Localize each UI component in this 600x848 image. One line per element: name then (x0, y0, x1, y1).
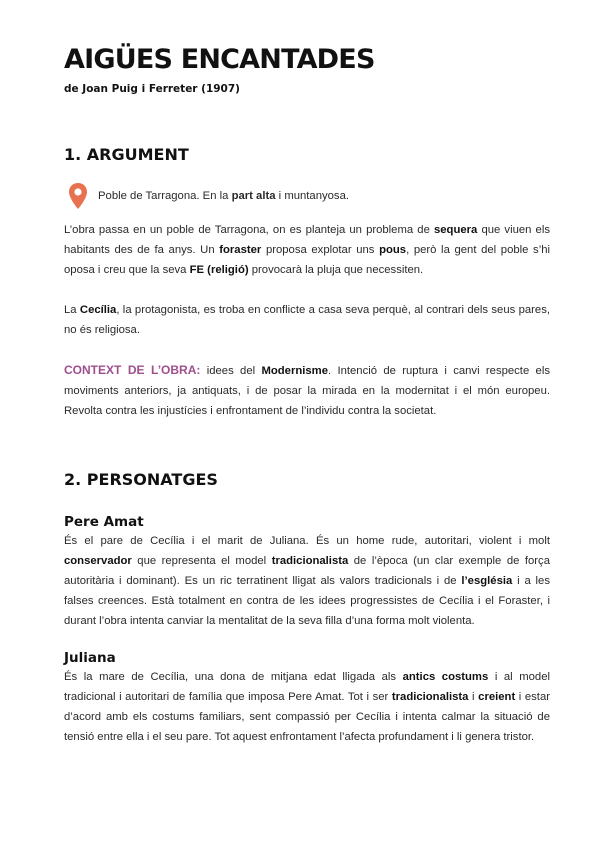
argument-paragraph-2: La Cecília, la protagonista, es troba en conflicte a casa seva perquè, al contrari dels seus pares, no és religiosa. (64, 304, 550, 336)
context-paragraph (64, 360, 550, 421)
document-title: AIGÜES ENCANTADES (64, 44, 375, 75)
character-description: És la mare de Cecília, una dona de mitjana edat lligada als antics costums i al model tradicional i autoritari de família que imposa Pere Amat. Tot i ser tradicionalista i creient i estar d’acord amb els costums familiars, sent compassió per Cecília i intenta calmar la situació de tensió entre ella i el seu pare. Tot aquest enfrontament l’afecta profundament i li genera tristor. (64, 671, 550, 743)
section-heading-argument: 1. ARGUMENT (64, 145, 189, 164)
location-note (68, 182, 349, 210)
document-subtitle: de Joan Puig i Ferreter (1907) (64, 83, 240, 95)
context-label: CONTEXT DE L’OBRA: (64, 363, 201, 377)
argument-paragraph-1: L’obra passa en un poble de Tarragona, on es planteja un problema de sequera que viuen els habitants des de fa anys. Un foraster proposa explotar uns pous, però la gent del poble s’hi oposa i creu que la seva FE (religió) provocarà la pluja que necessiten. (64, 224, 551, 276)
character-description: És el pare de Cecília i el marit de Juliana. És un home rude, autoritari, violent i molt conservador que representa el model tradicionalista de l’època (un clar exemple de força autoritària i dominant). Es un ric terratinent lligat als valors tradicionals i de l’església i a les falses creences. Està totalment en contra de les idees progressistes de Cecília i el Foraster, i durant l’obra intenta canviar la mentalitat de la seva filla d’una forma molt violenta. (64, 535, 550, 627)
context-text: idees del Modernisme. Intenció de ruptura i canvi respecte els moviments anteriors, ja antiquats, i de posar la mirada en la modernitat i el món europeu. Revolta contra les injustícies i enfrontament de l’individu contra la societat. (64, 365, 550, 417)
character-name: Pere Amat (64, 514, 144, 530)
character-name: Juliana (64, 650, 116, 666)
map-pin-icon (68, 182, 88, 210)
location-text: Poble de Tarragona. En la part alta i muntanyosa. (98, 190, 349, 202)
section-heading-characters: 2. PERSONATGES (64, 470, 218, 489)
